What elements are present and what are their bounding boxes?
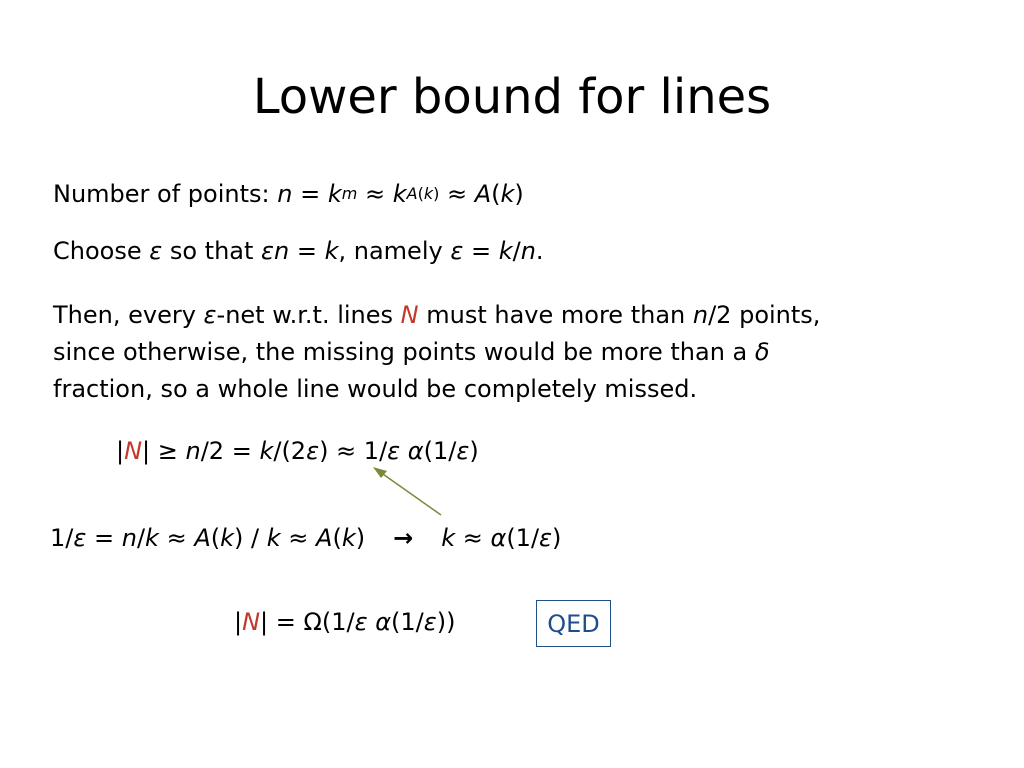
text: so that: [162, 237, 262, 265]
var-N: N: [124, 437, 143, 465]
text: ) ≈ 1/: [319, 437, 388, 465]
text: (1/: [391, 608, 424, 636]
text: ≈: [280, 524, 317, 552]
var-n: n: [520, 237, 536, 265]
var-alpha: α: [407, 437, 424, 465]
text: | ≥: [142, 437, 186, 465]
text: Choose: [53, 237, 150, 265]
line1-approx: ≈: [439, 180, 475, 208]
text: =: [289, 237, 325, 265]
var-n: n: [692, 301, 709, 329]
var-epsilon: ε: [456, 437, 470, 465]
text: =: [86, 524, 122, 552]
choose-epsilon-line: [53, 233, 544, 270]
var-N: N: [400, 301, 419, 329]
para-line-3: fraction, so a whole line would be completely missed.: [53, 375, 698, 403]
var-epsilon: ε: [73, 524, 87, 552]
text: /2 =: [200, 437, 260, 465]
var-n: n: [185, 437, 201, 465]
inverse-epsilon-formula: [50, 520, 561, 557]
exp-paren: (: [417, 184, 424, 203]
var-n: n: [277, 180, 293, 208]
var-k: k: [498, 237, 513, 265]
exp-m: m: [341, 184, 358, 203]
text: (1/: [423, 437, 457, 465]
text: ) /: [234, 524, 267, 552]
var-k: k: [341, 524, 356, 552]
var-epsilon: ε: [387, 437, 401, 465]
var-k: k: [500, 180, 515, 208]
paren: (: [491, 180, 501, 208]
text: )): [436, 608, 456, 636]
text: /2 points,: [708, 301, 821, 329]
text: /: [136, 524, 146, 552]
text: (: [210, 524, 221, 552]
text: 1/: [50, 524, 74, 552]
text: (1/: [506, 524, 540, 552]
var-k: k: [259, 437, 274, 465]
text: ): [469, 437, 479, 465]
text: |: [234, 608, 243, 636]
var-epsilon: ε: [203, 301, 217, 329]
text: | = Ω(1/: [260, 608, 355, 636]
var-A: A: [474, 180, 492, 208]
text: ≈: [158, 524, 195, 552]
var-epsilon: ε: [539, 524, 553, 552]
text: [400, 437, 408, 465]
net-size-lower-bound-formula: [116, 433, 479, 470]
text: ): [552, 524, 562, 552]
qed-box: [536, 600, 611, 647]
text: /(2: [273, 437, 307, 465]
var-k: k: [324, 237, 339, 265]
qed-label: QED: [547, 609, 600, 638]
var-alpha: α: [490, 524, 507, 552]
var-epsilon: ε: [354, 608, 368, 636]
var-alpha: α: [375, 608, 392, 636]
var-k: k: [441, 524, 456, 552]
text: (: [332, 524, 342, 552]
text: , namely: [338, 237, 451, 265]
text: |: [116, 437, 125, 465]
line1-prefix: Number of points:: [53, 180, 278, 208]
var-epsilon: ε: [450, 237, 464, 265]
var-n: n: [121, 524, 137, 552]
var-k: k: [145, 524, 159, 552]
exp-A: A: [406, 184, 418, 203]
var-A: A: [194, 524, 211, 552]
text: ≈: [455, 524, 491, 552]
var-A: A: [316, 524, 333, 552]
exp-paren: ): [433, 184, 440, 203]
line1-eq: =: [292, 180, 328, 208]
var-k: k: [266, 524, 281, 552]
para-line-1: [53, 297, 820, 334]
net-size-omega-formula: [234, 604, 455, 641]
text: Then, every: [53, 301, 204, 329]
text: must have more than: [418, 301, 693, 329]
text: =: [463, 237, 499, 265]
var-k: k: [392, 180, 407, 208]
paren: ): [514, 180, 524, 208]
line1-approx: ≈: [357, 180, 393, 208]
var-N: N: [242, 608, 261, 636]
text: ): [355, 524, 366, 552]
text: .: [535, 237, 544, 265]
var-epsilon: ε: [306, 437, 320, 465]
exp-k: k: [423, 184, 434, 203]
var-epsilon: ε: [423, 608, 437, 636]
var-epsilon: ε: [149, 237, 163, 265]
slide-title: Lower bound for lines: [252, 69, 772, 125]
implies-arrow-icon: →: [393, 524, 414, 552]
text: -net w.r.t. lines: [216, 301, 401, 329]
para-line-2: [53, 334, 820, 371]
text: since otherwise, the missing points would be more than a: [53, 338, 755, 366]
var-delta: δ: [754, 338, 770, 366]
var-epsilon-n: εn: [261, 237, 290, 265]
text: /: [512, 237, 521, 265]
number-of-points-line: [53, 176, 524, 213]
var-k: k: [220, 524, 235, 552]
var-k: k: [327, 180, 342, 208]
epsilon-net-paragraph: [53, 297, 820, 408]
